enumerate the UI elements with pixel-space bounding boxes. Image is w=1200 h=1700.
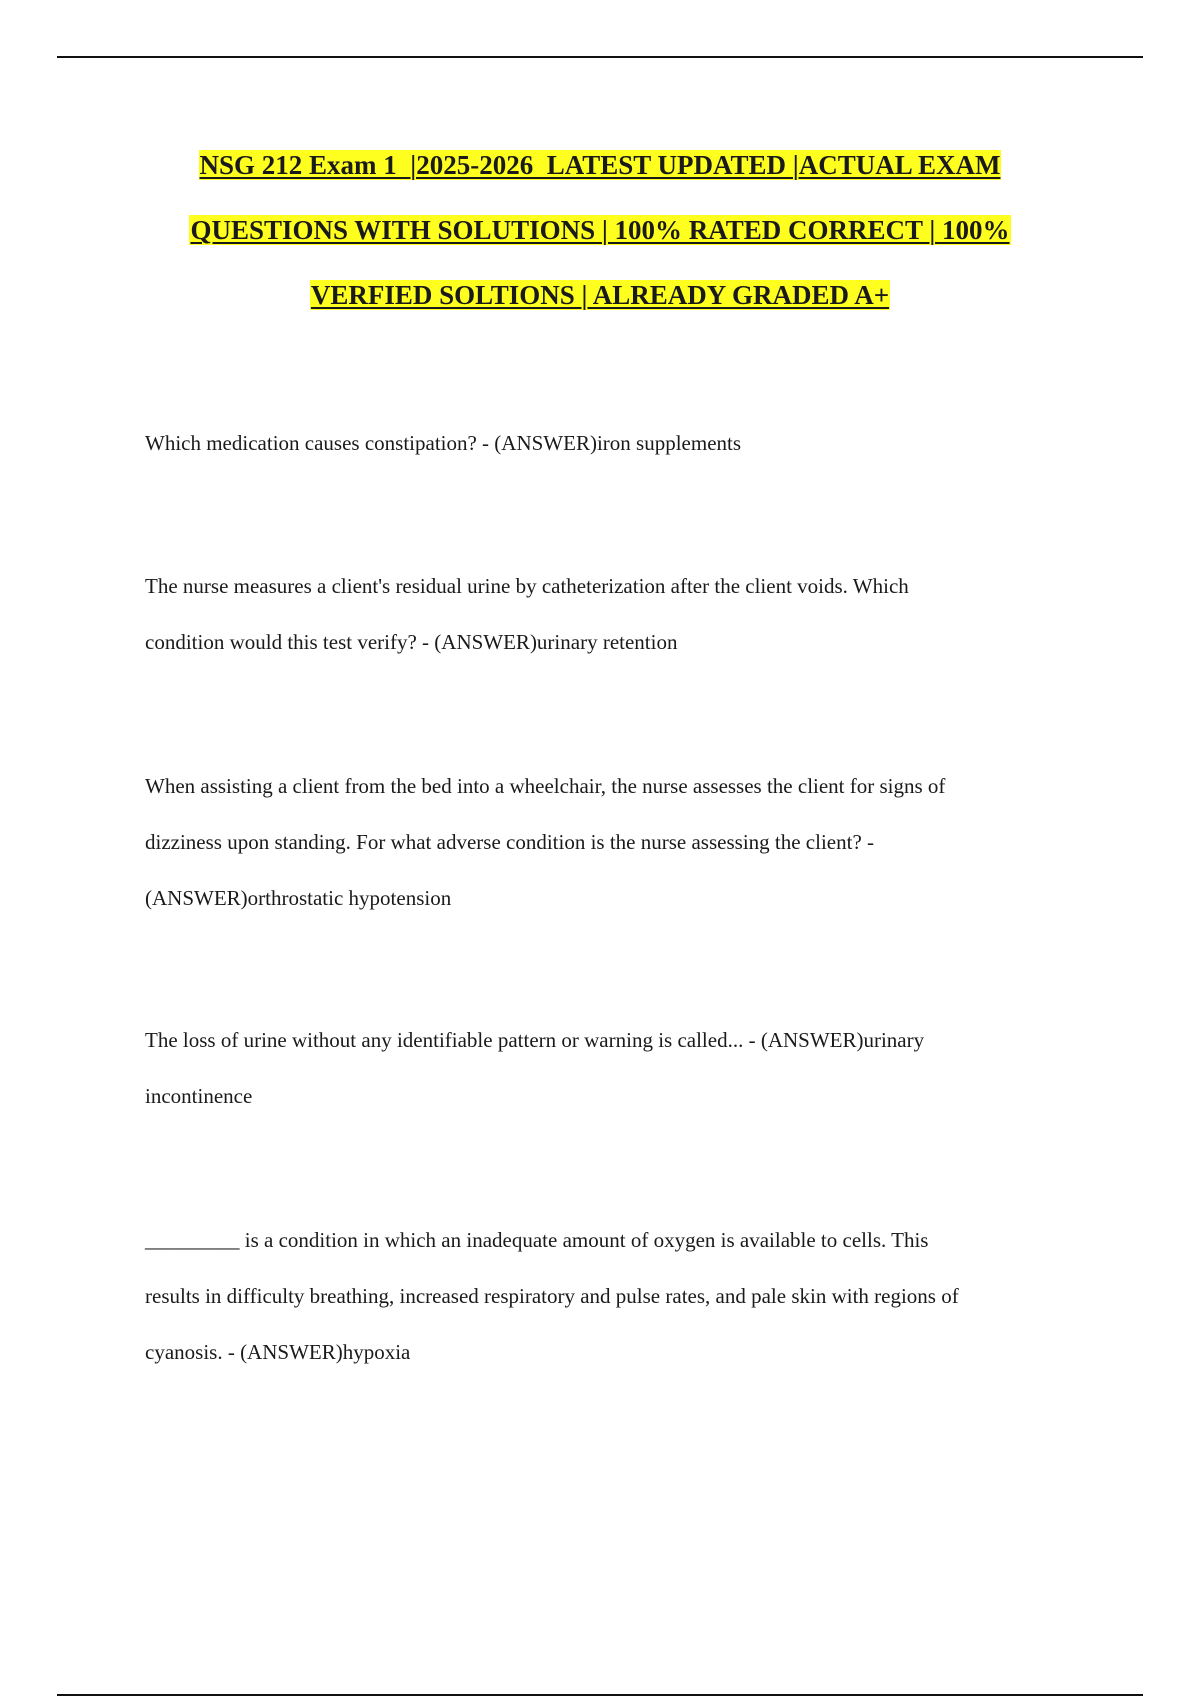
qa-3-line-2: dizziness upon standing. For what adverse condition is the nurse assessing the client? - (145, 830, 875, 854)
title-text-1: NSG 212 Exam 1 |2025-2026 LATEST UPDATED |ACTUAL EXAM (199, 150, 1001, 180)
bottom-rule (57, 1694, 1143, 1696)
qa-3-line-1: When assisting a client from the bed into a wheelchair, the nurse assesses the client for signs of (145, 774, 946, 798)
title-text-3: VERFIED SOLTIONS | ALREADY GRADED A+ (310, 280, 890, 310)
title-line-1 (0, 133, 1200, 198)
qa-4-line-1: The loss of urine without any identifiable pattern or warning is called... - (ANSWER)urinary (145, 1028, 925, 1052)
question-answer-4 (145, 1012, 1095, 1124)
title-line-3 (0, 263, 1200, 328)
question-answer-5 (145, 1212, 1095, 1380)
qa-1-line-1: Which medication causes constipation? - (ANSWER)iron supplements (145, 431, 742, 455)
title-line-2 (0, 198, 1200, 263)
question-answer-3 (145, 758, 1095, 926)
qa-5-line-1: _________ is a condition in which an inadequate amount of oxygen is available to cells. This (145, 1228, 929, 1252)
qa-5-line-2: results in difficulty breathing, increased respiratory and pulse rates, and pale skin with regions of (145, 1284, 959, 1308)
qa-2-line-2: condition would this test verify? - (ANSWER)urinary retention (145, 630, 678, 654)
qa-4-line-2: incontinence (145, 1084, 253, 1108)
question-answer-2 (145, 558, 1095, 670)
document-title (0, 133, 1200, 328)
title-text-2: QUESTIONS WITH SOLUTIONS | 100% RATED CORRECT | 100% (190, 215, 1010, 245)
qa-3-line-3: (ANSWER)orthrostatic hypotension (145, 886, 452, 910)
question-answer-1 (145, 415, 1095, 471)
qa-5-line-3: cyanosis. - (ANSWER)hypoxia (145, 1340, 411, 1364)
top-rule (57, 56, 1143, 58)
qa-2-line-1: The nurse measures a client's residual urine by catheterization after the client voids. Which (145, 574, 909, 598)
